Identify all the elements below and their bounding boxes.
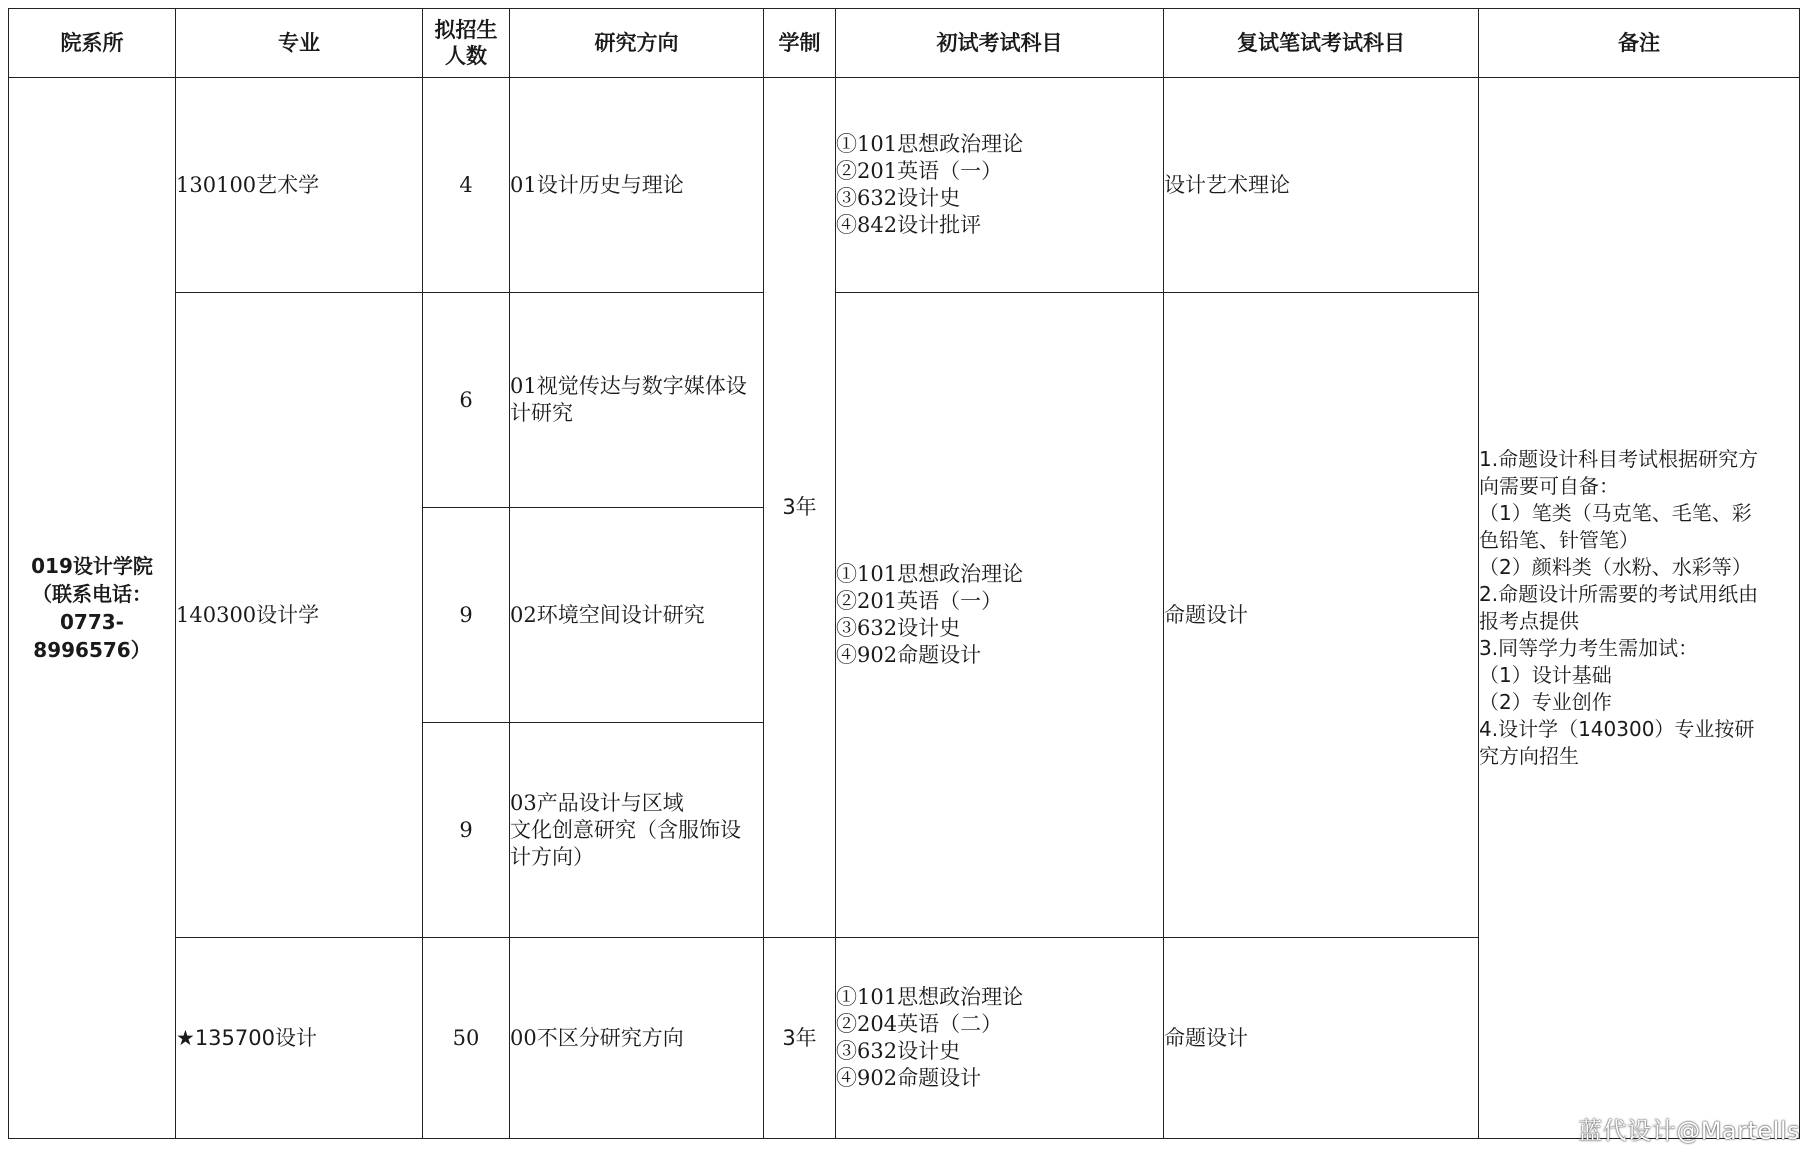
direction-cell: 02环境空间设计研究 bbox=[510, 508, 764, 723]
department-name: 019设计学院 bbox=[31, 554, 153, 578]
retest-cell: 设计艺术理论 bbox=[1164, 78, 1479, 293]
department-phone-label: （联系电话： bbox=[32, 582, 152, 606]
department-phone: 0773-8996576） bbox=[33, 610, 151, 662]
major-cell: ★135700设计 bbox=[176, 938, 423, 1139]
exam-subject: ③632设计史 bbox=[836, 186, 961, 210]
header-plan bbox=[423, 9, 510, 78]
direction-cell: 00不区分研究方向 bbox=[510, 938, 764, 1139]
remark-line: 色铅笔、针管笔） bbox=[1479, 528, 1639, 552]
duration-cell: 3年 bbox=[764, 78, 836, 938]
direction-line: 计方向） bbox=[510, 844, 594, 869]
direction-line: 03产品设计与区域 bbox=[510, 790, 684, 815]
exam-subject: ④842设计批评 bbox=[836, 213, 982, 237]
exam-subject: ③632设计史 bbox=[836, 616, 961, 640]
header-exam-subjects: 初试考试科目 bbox=[836, 9, 1164, 78]
exam-subject: ①101思想政治理论 bbox=[836, 132, 1024, 156]
header-major: 专业 bbox=[176, 9, 423, 78]
header-duration: 学制 bbox=[764, 9, 836, 78]
exam-subject: ①101思想政治理论 bbox=[836, 562, 1024, 586]
exam-subject: ②204英语（二） bbox=[836, 1012, 1003, 1036]
department-cell bbox=[9, 78, 176, 1139]
retest-cell: 命题设计 bbox=[1164, 938, 1479, 1139]
retest-cell: 命题设计 bbox=[1164, 293, 1479, 938]
header-retest: 复试笔试考试科目 bbox=[1164, 9, 1479, 78]
admissions-table bbox=[8, 8, 1800, 1139]
direction-cell bbox=[510, 293, 764, 508]
direction-cell bbox=[510, 723, 764, 938]
direction-cell: 01设计历史与理论 bbox=[510, 78, 764, 293]
remark-line: 3.同等学力考生需加试： bbox=[1479, 636, 1699, 660]
plan-cell: 6 bbox=[423, 293, 510, 508]
remark-line: （1）笔类（马克笔、毛笔、彩 bbox=[1479, 501, 1752, 525]
table-row bbox=[9, 78, 1800, 293]
remark-line: （2）颜料类（水粉、水彩等） bbox=[1479, 555, 1752, 579]
exam-subjects-cell bbox=[836, 938, 1164, 1139]
exam-subject: ④902命题设计 bbox=[836, 643, 982, 667]
exam-subject: ④902命题设计 bbox=[836, 1066, 982, 1090]
header-plan-line1: 拟招生 bbox=[434, 17, 498, 42]
remark-line: 1.命题设计科目考试根据研究方 bbox=[1479, 447, 1759, 471]
plan-cell: 9 bbox=[423, 723, 510, 938]
remark-line: （1）设计基础 bbox=[1479, 663, 1612, 687]
remark-line: 4.设计学（140300）专业按研 bbox=[1479, 717, 1755, 741]
watermark: 蓝代设计@Martells bbox=[1578, 1117, 1800, 1145]
major-cell: 140300设计学 bbox=[176, 293, 423, 938]
remarks-cell bbox=[1479, 78, 1800, 1139]
plan-cell: 50 bbox=[423, 938, 510, 1139]
direction-line: 文化创意研究（含服饰设 bbox=[510, 817, 741, 842]
header-row bbox=[9, 9, 1800, 78]
direction-line: 01视觉传达与数字媒体设 bbox=[510, 374, 747, 398]
duration-cell: 3年 bbox=[764, 938, 836, 1139]
plan-cell: 4 bbox=[423, 78, 510, 293]
exam-subject: ②201英语（一） bbox=[836, 159, 1003, 183]
header-remarks: 备注 bbox=[1479, 9, 1800, 78]
exam-subjects-cell bbox=[836, 78, 1164, 293]
remark-line: 2.命题设计所需要的考试用纸由 bbox=[1479, 582, 1759, 606]
header-plan-line2: 人数 bbox=[445, 44, 487, 68]
plan-cell: 9 bbox=[423, 508, 510, 723]
exam-subject: ③632设计史 bbox=[836, 1039, 961, 1063]
direction-line: 计研究 bbox=[510, 401, 573, 425]
remark-line: 报考点提供 bbox=[1479, 609, 1579, 633]
exam-subject: ②201英语（一） bbox=[836, 589, 1003, 613]
exam-subjects-cell bbox=[836, 293, 1164, 938]
remark-line: （2）专业创作 bbox=[1479, 690, 1612, 714]
remark-line: 向需要可自备： bbox=[1479, 474, 1619, 498]
major-cell: 130100艺术学 bbox=[176, 78, 423, 293]
header-department: 院系所 bbox=[9, 9, 176, 78]
remark-line: 究方向招生 bbox=[1479, 744, 1579, 768]
exam-subject: ①101思想政治理论 bbox=[836, 985, 1024, 1009]
header-direction: 研究方向 bbox=[510, 9, 764, 78]
